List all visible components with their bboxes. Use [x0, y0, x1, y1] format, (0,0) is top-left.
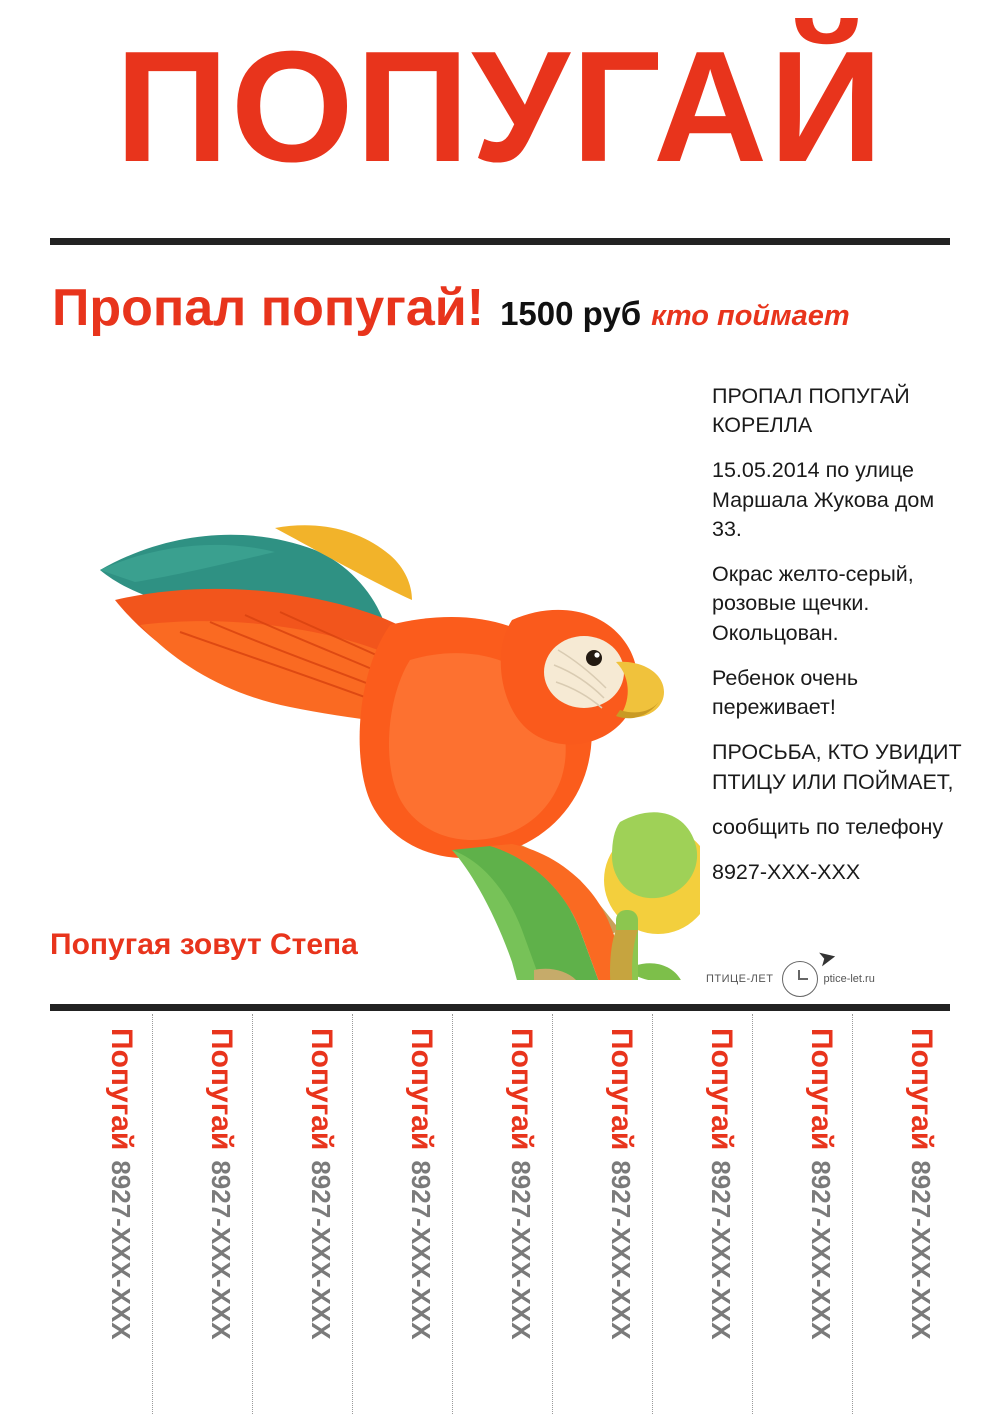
tab-word: Попугай	[905, 1028, 938, 1151]
tear-off-tab[interactable]	[252, 1014, 352, 1414]
tear-off-tab[interactable]	[52, 1014, 152, 1414]
tab-phone: 8927-ХХХ-ХХХ	[606, 1160, 636, 1340]
site-logo	[706, 943, 886, 1003]
detail-line-2: 15.05.2014 по улице Маршала Жукова дом 33.	[712, 458, 935, 541]
tab-word: Попугай	[805, 1028, 838, 1151]
tab-word: Попугай	[205, 1028, 238, 1151]
tab-phone: 8927-ХХХ-ХХХ	[906, 1160, 936, 1340]
tab-phone: 8927-ХХХ-ХХХ	[306, 1160, 336, 1340]
detail-line-5: ПРОСЬБА, КТО УВИДИТ ПТИЦУ ИЛИ ПОЙМАЕТ,	[712, 740, 962, 794]
detail-line-4: Ребенок очень переживает!	[712, 665, 859, 720]
tab-word: Попугай	[305, 1028, 338, 1151]
detail-line-6: сообщить по телефону	[712, 814, 944, 839]
tab-phone: 8927-ХХХ-ХХХ	[806, 1160, 836, 1340]
tab-phone: 8927-ХХХ-ХХХ	[706, 1160, 736, 1340]
subtitle-text: Пропал попугай!	[52, 279, 485, 337]
detail-line-3: Окрас желто-серый, розовые щечки. Окольцован.	[712, 562, 914, 645]
page-title: ПОПУГАЙ	[115, 19, 885, 195]
tab-word: Попугай	[505, 1028, 538, 1151]
tab-phone: 8927-ХХХ-ХХХ	[406, 1160, 436, 1340]
contact-phone: 8927-ХХХ-ХХХ	[712, 860, 861, 885]
tear-off-tab[interactable]	[152, 1014, 252, 1414]
divider-bottom	[50, 1004, 950, 1011]
tab-word: Попугай	[605, 1028, 638, 1151]
tear-off-tab[interactable]	[352, 1014, 452, 1414]
tab-phone: 8927-ХХХ-ХХХ	[206, 1160, 236, 1340]
clock-icon	[782, 961, 818, 997]
logo-right-text: ptice-let.ru	[823, 972, 875, 985]
details-block	[712, 382, 962, 887]
tear-off-strip	[52, 1014, 952, 1414]
bird-icon: ➤	[815, 943, 839, 972]
tear-off-tab[interactable]	[852, 1014, 952, 1414]
detail-line-1: ПРОПАЛ ПОПУГАЙ КОРЕЛЛА	[712, 384, 910, 438]
parrot-illustration	[60, 410, 700, 980]
subtitle-row	[52, 279, 962, 344]
tab-phone: 8927-ХХХ-ХХХ	[106, 1160, 136, 1340]
tear-off-tab[interactable]	[752, 1014, 852, 1414]
pet-name-caption: Попугая зовут Степа	[50, 928, 358, 961]
reward-condition: кто поймает	[651, 300, 850, 332]
tear-off-tab[interactable]	[652, 1014, 752, 1414]
tab-word: Попугай	[105, 1028, 138, 1151]
tab-word: Попугай	[705, 1028, 738, 1151]
tab-word: Попугай	[405, 1028, 438, 1151]
tab-phone: 8927-ХХХ-ХХХ	[506, 1160, 536, 1340]
reward-amount: 1500 руб	[500, 295, 642, 332]
logo-left-text: ПТИЦЕ-ЛЕТ	[706, 972, 774, 985]
divider-top	[50, 238, 950, 245]
tear-off-tab[interactable]	[452, 1014, 552, 1414]
tear-off-tab[interactable]	[552, 1014, 652, 1414]
